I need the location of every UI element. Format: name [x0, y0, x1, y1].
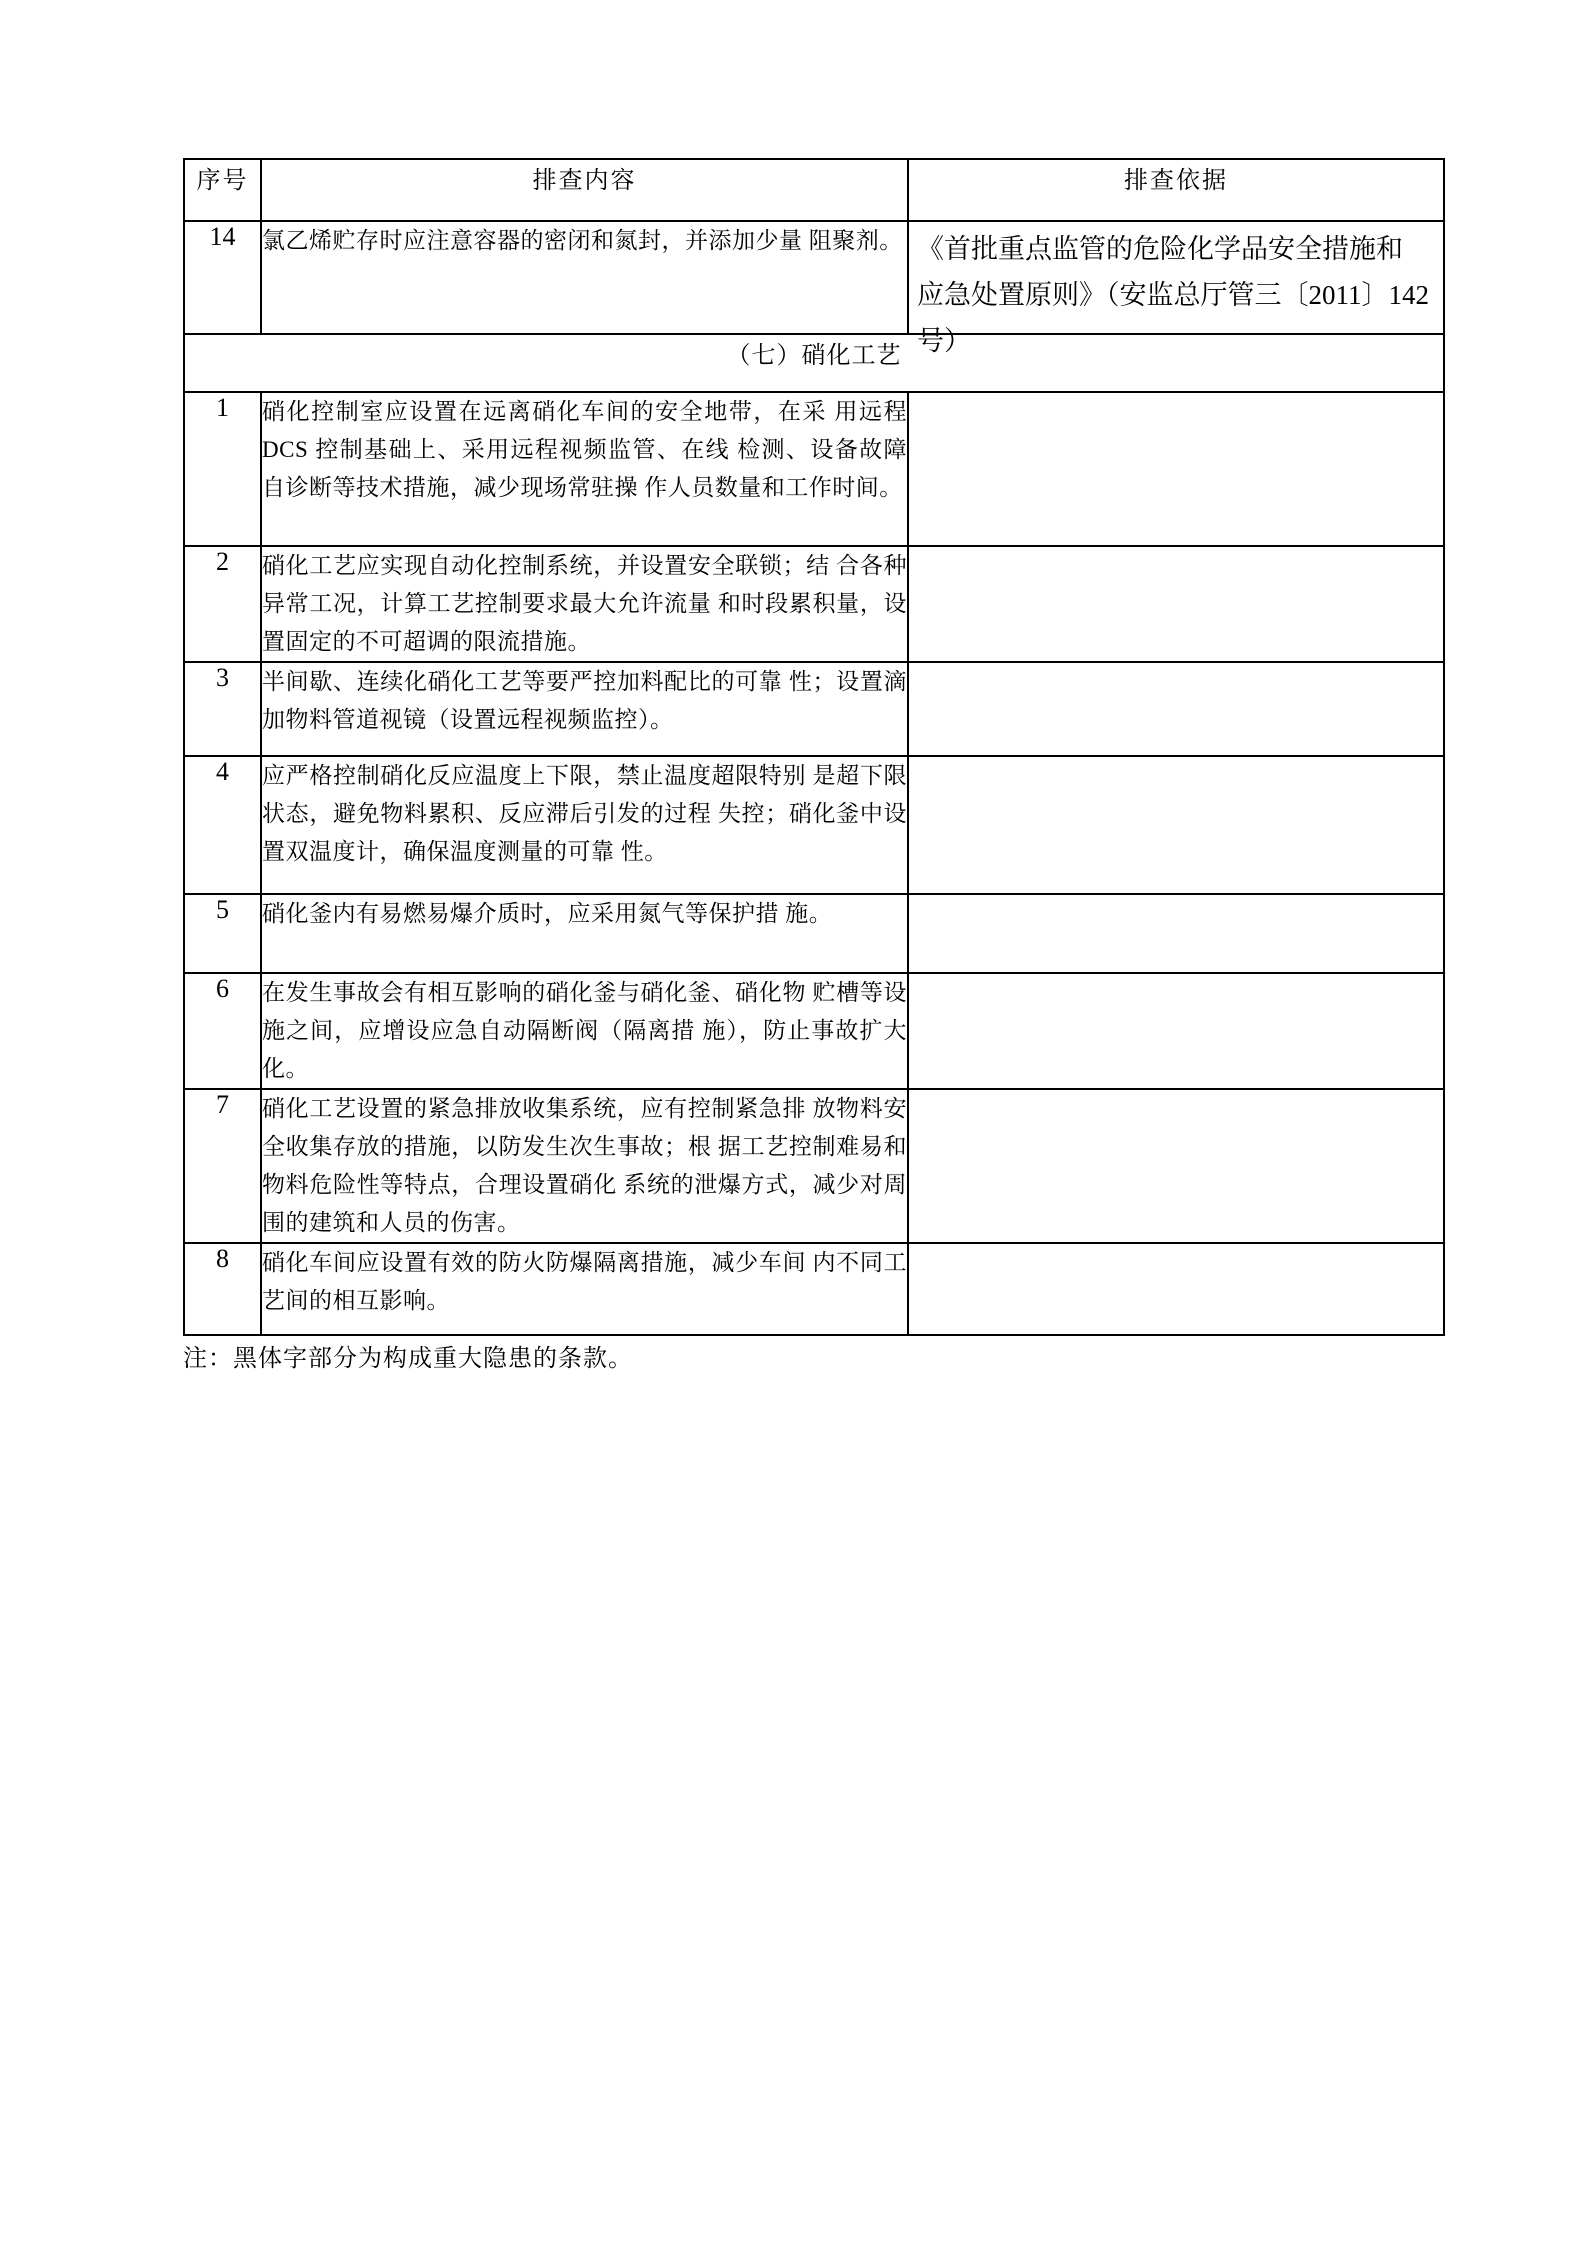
inspection-content-cell: 硝化工艺设置的紧急排放收集系统，应有控制紧急排 放物料安全收集存放的措施，以防发生次生事故；根 据工艺控制难易和物料危险性等特点，合理设置硝化 系统的泄爆方式，减少对周围的建筑和人员的伤害。 — [261, 1089, 908, 1243]
row-number: 4 — [184, 756, 261, 894]
section-title: （七）硝化工艺 — [184, 334, 1444, 392]
table-row-1 — [184, 392, 1444, 546]
inspection-basis-cell — [908, 1243, 1444, 1335]
inspection-content-cell: 在发生事故会有相互影响的硝化釜与硝化釜、硝化物 贮槽等设施之间，应增设应急自动隔断阀（隔离措 施），防止事故扩大化。 — [261, 973, 908, 1089]
inspection-table — [183, 158, 1445, 1336]
table-row-4 — [184, 756, 1444, 894]
row-number: 3 — [184, 662, 261, 756]
inspection-content-cell: 硝化工艺应实现自动化控制系统，并设置安全联锁；结 合各种异常工况，计算工艺控制要求最大允许流量 和时段累积量，设置固定的不可超调的限流措施。 — [261, 546, 908, 662]
table-row-8 — [184, 1243, 1444, 1335]
table-row-2 — [184, 546, 1444, 662]
inspection-basis-cell — [908, 756, 1444, 894]
inspection-content-cell: 氯乙烯贮存时应注意容器的密闭和氮封，并添加少量 阻聚剂。 — [261, 221, 908, 334]
basis-line: 号） — [917, 326, 971, 356]
footnote: 注：黑体字部分为构成重大隐患的条款。 — [183, 1346, 633, 1372]
col-header-content: 排查内容 — [261, 159, 908, 221]
section-header-row — [184, 334, 1444, 392]
inspection-basis-cell — [908, 894, 1444, 973]
row-number: 8 — [184, 1243, 261, 1335]
row-number: 6 — [184, 973, 261, 1089]
row-number: 5 — [184, 894, 261, 973]
table-row-3 — [184, 662, 1444, 756]
table-row-5 — [184, 894, 1444, 973]
inspection-basis-cell — [908, 1089, 1444, 1243]
row-number: 7 — [184, 1089, 261, 1243]
inspection-basis-cell — [908, 221, 1444, 356]
row-number: 1 — [184, 392, 261, 546]
row-number: 2 — [184, 546, 261, 662]
inspection-basis-cell — [908, 973, 1444, 1089]
col-header-basis: 排查依据 — [908, 159, 1444, 221]
row-number: 14 — [184, 221, 261, 334]
col-header-num: 序号 — [184, 159, 261, 221]
basis-line: 《首批重点监管的危险化学品安全措施和 — [917, 234, 1403, 264]
table-row-7 — [184, 1089, 1444, 1243]
table-header-row — [184, 159, 1444, 221]
table-row-14 — [184, 221, 1444, 334]
inspection-content-cell: 硝化釜内有易燃易爆介质时，应采用氮气等保护措 施。 — [261, 894, 908, 973]
basis-line: 应急处置原则》（安监总厅管三〔2011〕142 — [917, 280, 1429, 310]
inspection-content-cell: 硝化控制室应设置在远离硝化车间的安全地带，在采 用远程 DCS 控制基础上、采用远程视频监管、在线 检测、设备故障自诊断等技术措施，减少现场常驻操 作人员数量和工作时间。 — [261, 392, 908, 546]
inspection-content-cell: 半间歇、连续化硝化工艺等要严控加料配比的可靠 性；设置滴加物料管道视镜（设置远程视频监控）。 — [261, 662, 908, 756]
basis-text-clipped — [909, 222, 1443, 356]
inspection-content-cell: 应严格控制硝化反应温度上下限，禁止温度超限特别 是超下限状态，避免物料累积、反应滞后引发的过程 失控；硝化釜中设置双温度计，确保温度测量的可靠 性。 — [261, 756, 908, 894]
inspection-content-cell: 硝化车间应设置有效的防火防爆隔离措施，减少车间 内不同工艺间的相互影响。 — [261, 1243, 908, 1335]
inspection-basis-cell — [908, 546, 1444, 662]
inspection-basis-cell — [908, 392, 1444, 546]
table-row-6 — [184, 973, 1444, 1089]
inspection-basis-cell — [908, 662, 1444, 756]
